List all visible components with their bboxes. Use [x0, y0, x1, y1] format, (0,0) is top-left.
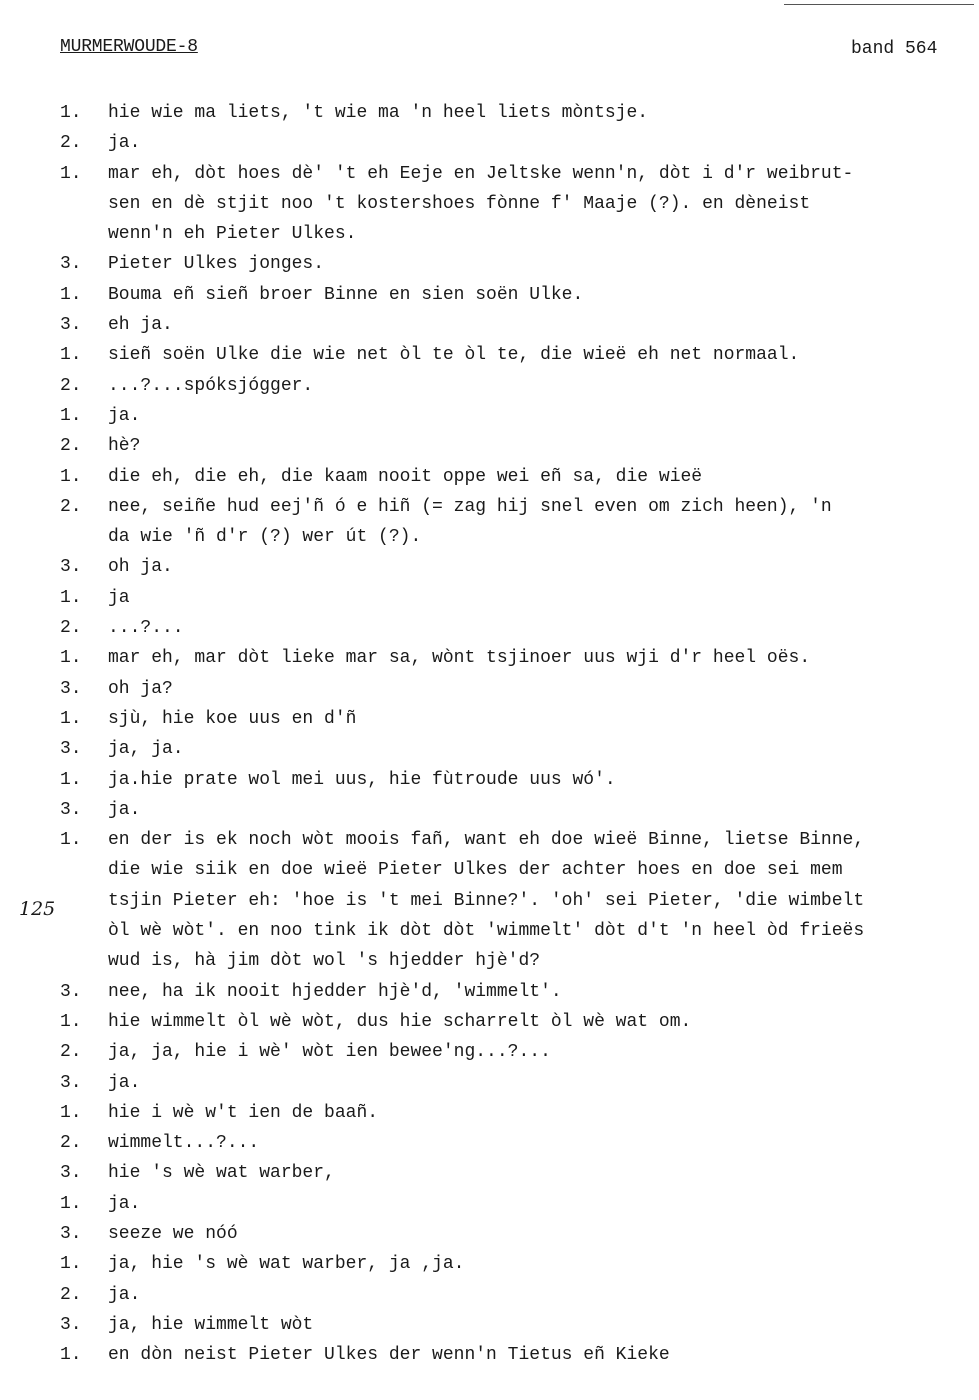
line-text: sjù, hie koe uus en d'ñ [108, 708, 357, 729]
transcript-line [60, 98, 975, 128]
transcript-line [60, 401, 975, 431]
line-text: mar eh, mar dòt lieke mar sa, wònt tsjinoer uus wji d'r heel oës. [108, 648, 811, 669]
transcript-line [60, 552, 975, 582]
speaker-number [60, 189, 108, 219]
speaker-number: 1. [60, 103, 82, 123]
speaker-number: 3. [60, 315, 82, 336]
speaker-number: 1. [60, 466, 82, 487]
transcript-line [60, 765, 975, 795]
transcript-line [60, 1007, 975, 1037]
line-text: en der is ek noch wòt moois fañ, want eh doe wieë Binne, lietse Binne, [108, 830, 865, 851]
transcript-line [60, 280, 975, 310]
speaker-number: 2. [60, 496, 82, 517]
speaker-number: 1. [60, 1011, 82, 1032]
transcript-line [60, 795, 975, 825]
line-text: oh ja? [108, 678, 173, 699]
line-text: oh ja. [108, 557, 173, 578]
line-text: ja. [108, 799, 141, 820]
speaker-number [60, 522, 108, 552]
speaker-number: 1. [60, 830, 82, 851]
transcript-line [60, 1280, 975, 1310]
line-text: ...?... [108, 618, 184, 639]
transcript-line [60, 1219, 975, 1249]
handwritten-margin-note: 125 [19, 898, 56, 920]
speaker-number: 2. [60, 133, 82, 154]
line-text: ja [108, 587, 130, 608]
speaker-number: 3. [60, 739, 82, 760]
speaker-number: 3. [60, 557, 82, 578]
speaker-number: 1. [60, 648, 82, 669]
line-text: ...?...spóksjógger. [108, 375, 314, 396]
transcript-line [60, 643, 975, 673]
transcript-line [60, 613, 975, 643]
speaker-number: 3. [60, 254, 82, 275]
speaker-number: 1. [60, 769, 82, 790]
transcript-line [60, 1249, 975, 1279]
line-text: Bouma eñ sieñ broer Binne en sien soën Ulke. [108, 284, 584, 305]
line-text: da wie 'ñ d'r (?) wer út (?). [108, 527, 422, 548]
speaker-number: 1. [60, 345, 82, 366]
transcript-line [60, 431, 975, 461]
transcript-line [60, 1037, 975, 1067]
speaker-number: 1. [60, 163, 82, 184]
transcript-line [60, 674, 975, 704]
transcript-line [60, 159, 975, 189]
speaker-number: 1. [60, 1102, 82, 1123]
line-text: ja, ja. [108, 739, 184, 760]
speaker-number: 1. [60, 587, 82, 608]
band-number: band 564 [851, 39, 938, 59]
transcript-line [60, 734, 975, 764]
line-text: hè? [108, 436, 141, 457]
document-title: MURMERWOUDE-8 [60, 37, 198, 57]
top-rule [784, 4, 974, 5]
line-text: sen en dè stjit noo 't kostershoes fònne f' Maaje (?). en dèneist [108, 193, 811, 214]
transcript-line [60, 189, 975, 219]
line-text: sieñ soën Ulke die wie net òl te òl te, die wieë eh net normaal. [108, 345, 800, 366]
transcript-line [60, 825, 975, 855]
speaker-number: 3. [60, 799, 82, 820]
line-text: en dòn neist Pieter Ulkes der wenn'n Tietus eñ Kieke [108, 1345, 670, 1366]
transcript-line [60, 946, 975, 976]
transcript-line [60, 1189, 975, 1219]
speaker-number: 1. [60, 405, 82, 426]
transcript-line [60, 1310, 975, 1340]
line-text: ja, ja, hie i wè' wòt ien bewee'ng...?... [108, 1042, 551, 1063]
transcript-line [60, 492, 975, 522]
speaker-number [60, 855, 108, 885]
line-text: ja.hie prate wol mei uus, hie fùtroude uus wó'. [108, 769, 616, 790]
line-text: hie i wè w't ien de baañ. [108, 1102, 379, 1123]
line-text: tsjin Pieter eh: 'hoe is 't mei Binne?'. 'oh' sei Pieter, 'die wimbelt [108, 890, 865, 911]
speaker-number: 2. [60, 436, 82, 457]
transcript-line [60, 1068, 975, 1098]
transcript-line [60, 340, 975, 370]
line-text: wud is, hà jim dòt wol 's hjedder hjè'd? [108, 951, 541, 972]
transcript-line [60, 1128, 975, 1158]
transcript-line [60, 1158, 975, 1188]
transcript-line [60, 1098, 975, 1128]
transcript-line [60, 310, 975, 340]
speaker-number: 1. [60, 1254, 82, 1275]
line-text: ja. [108, 1193, 141, 1214]
speaker-number: 2. [60, 375, 82, 396]
line-text: ja. [108, 133, 141, 154]
speaker-number: 3. [60, 1163, 82, 1184]
transcript-line [60, 704, 975, 734]
speaker-number: 3. [60, 981, 82, 1002]
speaker-number: 2. [60, 1133, 82, 1154]
line-text: eh ja. [108, 315, 173, 336]
speaker-number: 1. [60, 1193, 82, 1214]
speaker-number: 1. [60, 708, 82, 729]
line-text: ja. [108, 405, 141, 426]
transcript-line [60, 462, 975, 492]
line-text: wenn'n eh Pieter Ulkes. [108, 224, 357, 245]
line-text: ja, hie wimmelt wòt [108, 1314, 314, 1335]
speaker-number: 1. [60, 1345, 82, 1366]
speaker-number: 3. [60, 678, 82, 699]
transcript-line [60, 522, 975, 552]
transcript-line [60, 371, 975, 401]
speaker-number: 3. [60, 1314, 82, 1335]
speaker-number: 3. [60, 1223, 82, 1244]
line-text: wimmelt...?... [108, 1133, 260, 1154]
transcript-line [60, 886, 975, 916]
line-text: hie wimmelt òl wè wòt, dus hie scharrelt òl wè wat om. [108, 1011, 692, 1032]
transcript-body [60, 98, 975, 1370]
line-text: mar eh, dòt hoes dè' 't eh Eeje en Jeltske wenn'n, dòt i d'r weibrut- [108, 163, 854, 184]
line-text: hie 's wè wat warber, [108, 1163, 335, 1184]
line-text: ja, hie 's wè wat warber, ja ,ja. [108, 1254, 465, 1275]
speaker-number [60, 219, 108, 249]
speaker-number: 3. [60, 1072, 82, 1093]
transcript-line [60, 855, 975, 885]
speaker-number [60, 946, 108, 976]
line-text: ja. [108, 1072, 141, 1093]
speaker-number [60, 916, 108, 946]
speaker-number [60, 886, 108, 916]
line-text: die eh, die eh, die kaam nooit oppe wei eñ sa, die wieë [108, 466, 703, 487]
line-text: hie wie ma liets, 't wie ma 'n heel liets mòntsje. [108, 103, 649, 123]
line-text: seeze we nóó [108, 1223, 238, 1244]
line-text: ja. [108, 1284, 141, 1305]
transcript-line [60, 1340, 975, 1370]
line-text: Pieter Ulkes jonges. [108, 254, 325, 275]
line-text: òl wè wòt'. en noo tink ik dòt dòt 'wimmelt' dòt d't 'n heel òd frieës [108, 921, 865, 942]
line-text: nee, ha ik nooit hjedder hjè'd, 'wimmelt'. [108, 981, 562, 1002]
line-text: die wie siik en doe wieë Pieter Ulkes der achter hoes en doe sei mem [108, 860, 843, 881]
transcript-line [60, 249, 975, 279]
transcript-line [60, 128, 975, 158]
speaker-number: 2. [60, 1284, 82, 1305]
transcript-line [60, 977, 975, 1007]
line-text: nee, seiñe hud eej'ñ ó e hiñ (= zag hij snel even om zich heen), 'n [108, 496, 832, 517]
speaker-number: 2. [60, 1042, 82, 1063]
transcript-line [60, 219, 975, 249]
transcript-line [60, 583, 975, 613]
transcript-line [60, 916, 975, 946]
speaker-number: 2. [60, 618, 82, 639]
speaker-number: 1. [60, 284, 82, 305]
